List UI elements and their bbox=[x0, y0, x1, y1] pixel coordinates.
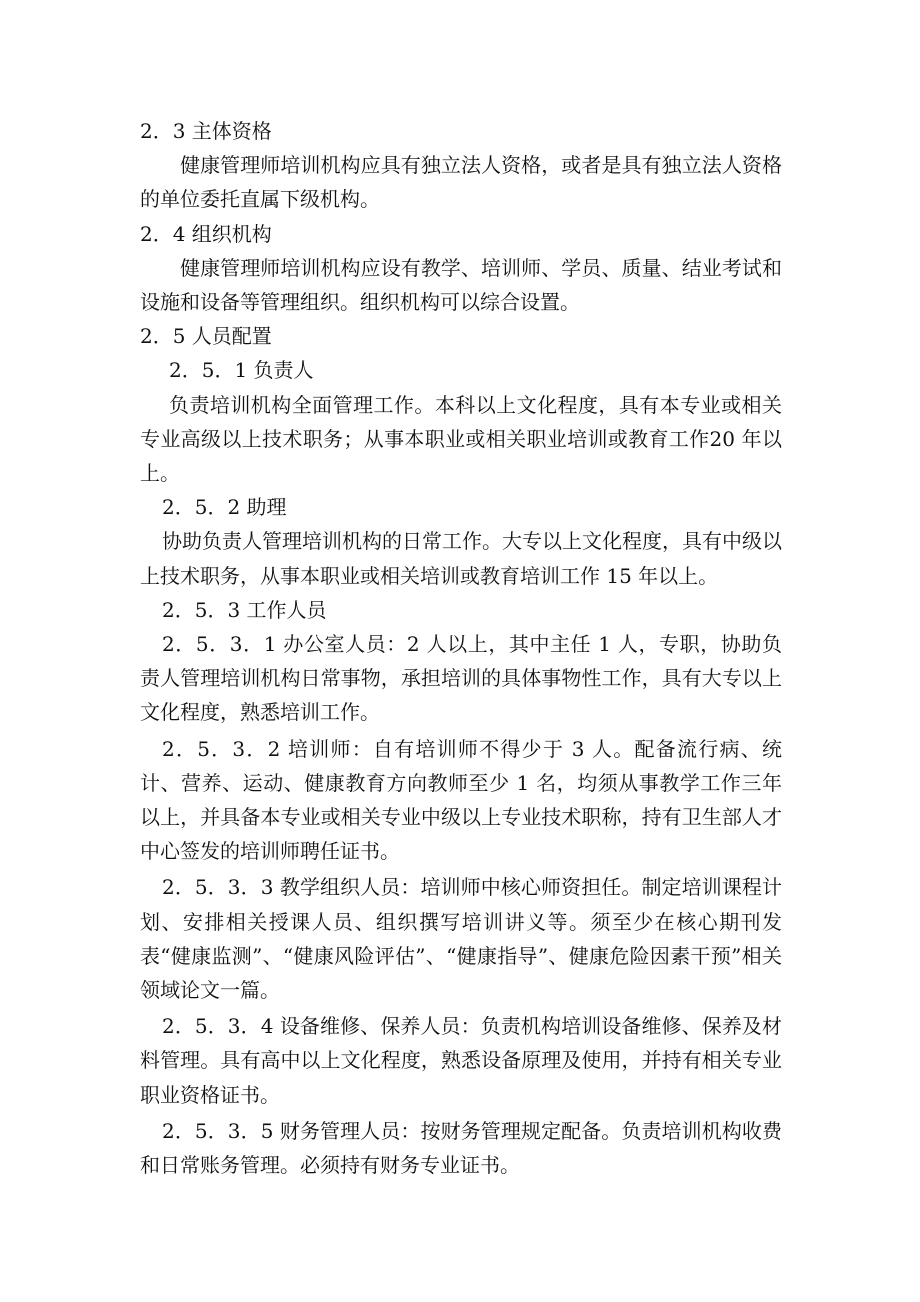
subsection-heading-2-5-1: 2．5．1 负责人 bbox=[169, 358, 314, 383]
paragraph-2-5-3-5: 2．5．3．5 财务管理人员：按财务管理规定配备。负责培训机构收费和日常账务管理。必须持有财务专业证书。 bbox=[140, 1118, 782, 1178]
section-heading-2-4: 2．4 组织机构 bbox=[140, 221, 272, 246]
paragraph-2-3: 健康管理师培训机构应具有独立法人资格，或者是具有独立法人资格的单位委托直属下级机构。 bbox=[140, 153, 782, 212]
document-body bbox=[140, 114, 782, 1182]
subsection-heading-2-5-3: 2．5．3 工作人员 bbox=[162, 597, 327, 622]
paragraph-2-5-1: 负责培训机构全面管理工作。本科以上文化程度，具有本专业或相关专业高级以上技术职务；从事本职业或相关职业培训或教育工作20 年以上。 bbox=[140, 392, 782, 486]
paragraph-2-5-3-1: 2．5．3．1 办公室人员：2 人以上，其中主任 1 人，专职，协助负责人管理培训机构日常事物，承担培训的具体事物性工作，具有大专以上文化程度，熟悉培训工作。 bbox=[140, 632, 782, 725]
paragraph-2-5-2: 协助负责人管理培训机构的日常工作。大专以上文化程度，具有中级以上技术职务，从事本职业或相关培训或教育培训工作 15 年以上。 bbox=[140, 529, 782, 588]
paragraph-2-4: 健康管理师培训机构应设有教学、培训师、学员、质量、结业考试和设施和设备等管理组织。组织机构可以综合设置。 bbox=[140, 255, 782, 315]
section-heading-2-5: 2．5 人员配置 bbox=[140, 324, 272, 349]
section-heading-2-3: 2．3 主体资格 bbox=[140, 119, 272, 143]
paragraph-2-5-3-2: 2．5．3．2 培训师：自有培训师不得少于 3 人。配备流行病、统计、营养、运动、健康教育方向教师至少 1 名，均须从事教学工作三年以上，并具备本专业或相关专业中级以上专业技术职称，持有卫生部人才中心签发的培训师聘任证书。 bbox=[140, 736, 782, 864]
paragraph-2-5-3-4: 2．5．3．4 设备维修、保养人员：负责机构培训设备维修、保养及材料管理。具有高中以上文化程度，熟悉设备原理及使用，并持有相关专业职业资格证书。 bbox=[140, 1014, 782, 1107]
subsection-heading-2-5-2: 2．5．2 助理 bbox=[162, 495, 287, 520]
paragraph-2-5-3-3: 2．5．3．3 教学组织人员：培训师中核心师资担任。制定培训课程计划、安排相关授课人员、组织撰写培训讲义等。须至少在核心期刊发表“健康监测”、“健康风险评估”、“健康指导”、健康危险因素干预”相关领域论文一篇。 bbox=[140, 875, 782, 1003]
